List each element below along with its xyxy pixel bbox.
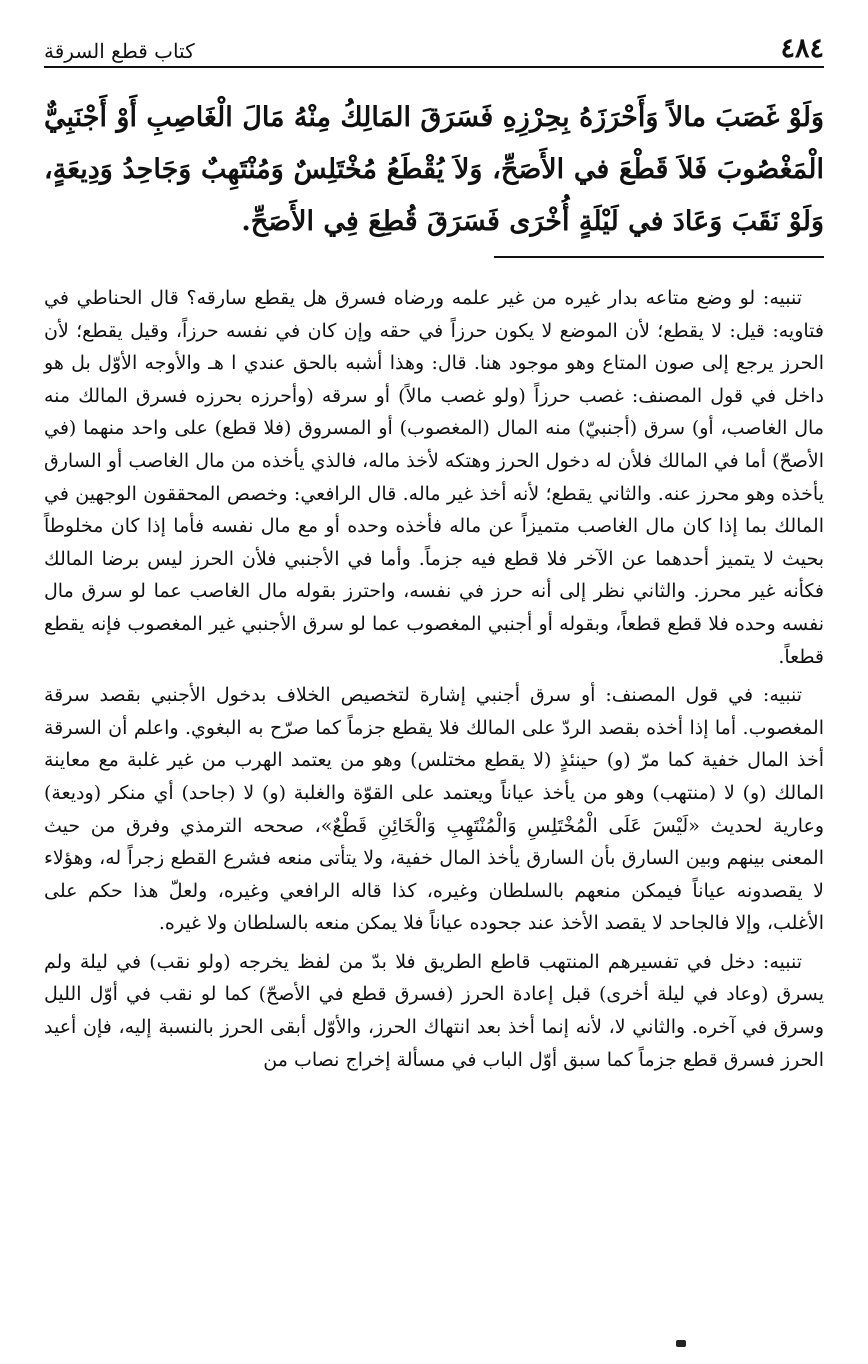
matn-paragraph: وَلَوْ غَصَبَ مالاً وَأَحْرَزَهُ بِحِرْزِهِ فَسَرَقَ المَالِكُ مِنْهُ مَالَ الْغَاصِبِ أَوْ أَجْنَبِيٌّ الْمَغْصُوبَ فَلاَ قَطْعَ في الأَصَحِّ، وَلاَ يُقْطَعُ مُخْتَلِسٌ وَمُنْتَهِبٌ وَجَاحِدُ وَدِيعَةٍ، وَلَوْ نَقَبَ وَعَادَ في لَيْلَةٍ أُخْرَى فَسَرَقَ قُطِعَ فِي الأَصَحِّ. xyxy=(44,102,824,237)
scan-artifact xyxy=(676,1340,686,1347)
running-head xyxy=(44,30,824,68)
footnote-separator xyxy=(494,256,824,258)
commentary-paragraph-3: تنبيه: دخل في تفسيرهم المنتهب قاطع الطريق فلا بدّ من لفظ يخرجه (ولو نقب) في ليلة ولم يسرق (وعاد في ليلة أخرى) قبل إعادة الحرز (فسرق قطع في الأصحّ) كما لو نقب في أوّل الليل وسرق في آخره. والثاني لا، لأنه إنما أخذ بعد انتهاك الحرز، والأوّل أبقى الحرز بالنسبة إليه، فإن أعيد الحرز فسرق قطع جزماً كما سبق أوّل الباب في مسألة إخراج نصاب من xyxy=(44,950,825,1071)
matn-text xyxy=(44,92,824,248)
commentary-paragraph-1: تنبيه: لو وضع متاعه بدار غيره من غير علمه ورضاه فسرق هل يقطع سارقه؟ قال الحناطي في فتاويه: قيل: لا يقطع؛ لأن الموضع لا يكون حرزاً في حقه وإن كان في نفسه حرزاً، وقيل يقطع؛ لأن الحرز يرجع إلى صون المتاع وهو موجود هنا. قال: وهذا أشبه بالحق عندي ا هـ والأوجه الأوّل بل هو داخل في قول المصنف: غصب حرزاً (ولو غصب مالاً) أو سرقه (وأحرزه بحرزه فسرق المالك منه مال الغاصب، أو) سرق (أجنبيّ) منه المال (المغصوب) أو المسروق (فلا قطع) على واحد منهما (في الأصحّ) أما في المالك فلأن له دخول الحرز وهتكه لأخذ ماله، فالذي يأخذه من مال الغاصب أو السارق يأخذه وهو محرز عنه. والثاني يقطع؛ لأنه أخذ غير ماله. قال الرافعي: وخصص المحققون الوجهين في المالك بما إذا كان مال الغاصب متميزاً عن ماله فأخذه وحده أو مع مال نفسه فأما إذا كان مخلوطاً بحيث لا يتميز أحدهما عن الآخر فلا قطع فيه جزماً. وأما في الأجنبي فلأن الحرز ليس برضا المالك فكأنه غير محرز. والثاني نظر إلى أنه حرز في نفسه، واحترز بقوله مال الغاصب عما لو سرق مال نفسه وحده فلا قطع قطعاً، وبقوله أو أجنبي المغصوب عما لو سرق الأجنبي غير المغصوب فإنه يقطع قطعاً. xyxy=(44,287,824,668)
commentary-paragraph-2: تنبيه: في قول المصنف: أو سرق أجنبي إشارة لتخصيص الخلاف بدخول الأجنبي بقصد سرقة المغصوب. أما إذا أخذه بقصد الردّ على المالك فلا يقطع جزماً كما صرّح به البغوي. واعلم أن السرقة أخذ المال خفية كما مرّ (و) حينئذٍ (لا يقطع مختلس) وهو من يعتمد الهرب من غير غلبة مع معاينة المالك (و) لا (منتهب) وهو من يأخذ عياناً ويعتمد على القوّة والغلبة (و) لا (جاحد) أي منكر (وديعة) وعارية لحديث «لَيْسَ عَلَى الْمُخْتَلِسِ وَالْمُنْتَهِبِ وَالْخَائِنِ قَطْعٌ»، صححه الترمذي وفرق من حيث المعنى بينهم وبين السارق بأن السارق يأخذ المال خفية، ولا يتأتى منعه فشرع القطع زجراً له، وهؤلاء لا يقصدونه عياناً فيمكن منعهم بالسلطان وغيره، كذا قاله الرافعي وغيره، ولعلّ هذا حكم على الأغلب، وإلا فالجاحد لا يقصد الأخذ عند جحوده عياناً فلا يمكن منعه بالسلطان ولا غيره. xyxy=(44,684,824,935)
commentary-text xyxy=(44,282,824,1082)
book-title: كتاب قطع السرقة xyxy=(44,39,195,63)
page-number: ٤٨٤ xyxy=(780,33,824,64)
